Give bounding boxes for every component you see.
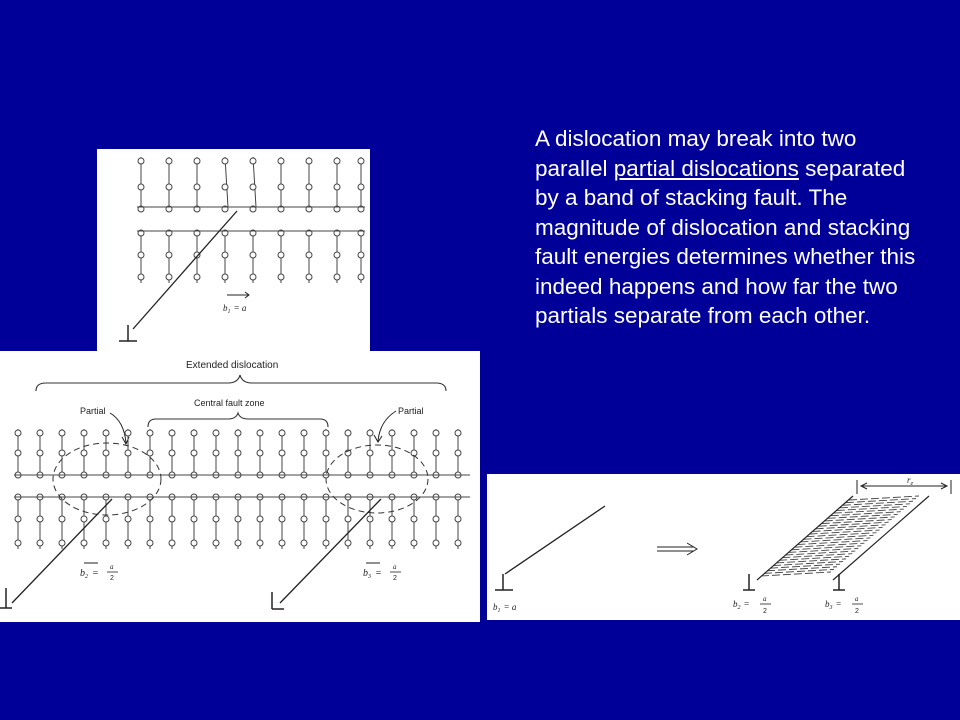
atom — [81, 540, 87, 546]
atom — [301, 540, 307, 546]
atom — [279, 450, 285, 456]
central-fault-zone-label: Central fault zone — [194, 398, 265, 408]
atom — [411, 430, 417, 436]
atom — [138, 274, 144, 280]
atom — [169, 450, 175, 456]
atom — [59, 430, 65, 436]
partial-line-right — [280, 499, 381, 603]
atom — [257, 450, 263, 456]
atom — [235, 540, 241, 546]
atom — [278, 158, 284, 164]
atom — [389, 430, 395, 436]
atom — [358, 252, 364, 258]
atom — [433, 540, 439, 546]
perfect-dislocation-line — [505, 506, 605, 574]
atom — [191, 450, 197, 456]
atom — [169, 430, 175, 436]
atom — [191, 430, 197, 436]
atom — [147, 540, 153, 546]
atom — [306, 252, 312, 258]
atom — [37, 450, 43, 456]
atom — [279, 430, 285, 436]
atom — [138, 158, 144, 164]
b3-numerator: a — [393, 563, 397, 571]
atom — [15, 450, 21, 456]
atom — [334, 252, 340, 258]
atom — [345, 516, 351, 522]
slide-text — [535, 124, 935, 331]
extended-dislocation-title: Extended dislocation — [186, 360, 279, 371]
atom — [15, 516, 21, 522]
atom — [235, 516, 241, 522]
b2-numerator: a — [110, 563, 114, 571]
b3-denominator: 2 — [855, 608, 859, 615]
partial-label-left: Partial — [80, 406, 106, 416]
atom — [59, 540, 65, 546]
atom — [433, 430, 439, 436]
b2-denominator: 2 — [763, 608, 767, 615]
atom — [279, 516, 285, 522]
b3-numerator: a — [855, 595, 859, 603]
atom — [323, 516, 329, 522]
atom — [37, 540, 43, 546]
atom — [250, 252, 256, 258]
atom — [37, 430, 43, 436]
partial-dislocations-term: partial dislocations — [613, 155, 799, 181]
atom — [323, 430, 329, 436]
partial-pointer-left — [110, 413, 126, 443]
atom — [138, 184, 144, 190]
b1-label: $b_1 = a$ — [493, 602, 517, 614]
atom — [81, 430, 87, 436]
atom — [306, 274, 312, 280]
partial-line-b2 — [757, 496, 853, 580]
atom — [389, 540, 395, 546]
atom — [125, 430, 131, 436]
atom — [301, 450, 307, 456]
atom — [334, 184, 340, 190]
atom — [59, 516, 65, 522]
atom — [278, 252, 284, 258]
atom — [81, 516, 87, 522]
atom — [103, 450, 109, 456]
dissociation-schematic-diagram — [487, 474, 960, 620]
extended-brace — [36, 375, 446, 391]
perfect-dislocation-diagram — [97, 149, 370, 355]
atom — [278, 184, 284, 190]
dissociation-arrow-icon — [657, 543, 697, 555]
atom — [345, 540, 351, 546]
atom — [138, 252, 144, 258]
partial-label-right: Partial — [398, 406, 424, 416]
atom — [367, 516, 373, 522]
edge-symbol — [0, 588, 284, 609]
atom — [194, 184, 200, 190]
atom — [81, 450, 87, 456]
atom — [15, 540, 21, 546]
atom — [147, 516, 153, 522]
atom — [166, 158, 172, 164]
atom — [433, 450, 439, 456]
atom — [306, 158, 312, 164]
lattice-column — [253, 157, 256, 207]
atom — [169, 516, 175, 522]
atom — [358, 274, 364, 280]
atom — [59, 450, 65, 456]
b2-numerator: a — [763, 595, 767, 603]
atom — [323, 540, 329, 546]
atom — [358, 184, 364, 190]
width-label: $r_e$ — [907, 475, 914, 487]
atom — [103, 430, 109, 436]
atom — [345, 430, 351, 436]
atom — [301, 516, 307, 522]
atom — [125, 516, 131, 522]
atom — [191, 516, 197, 522]
b2-label: $b_2$ = — [733, 599, 750, 611]
extended-dislocation-figure — [0, 351, 480, 622]
atom — [455, 516, 461, 522]
atom — [235, 450, 241, 456]
atom — [125, 540, 131, 546]
atom — [213, 540, 219, 546]
atom — [250, 184, 256, 190]
atom — [166, 252, 172, 258]
partial-pointer-right — [378, 411, 396, 441]
partial-line-b3 — [833, 496, 929, 580]
dissociation-schematic-figure — [487, 474, 960, 620]
atom — [411, 516, 417, 522]
atom — [194, 274, 200, 280]
width-dimension — [857, 480, 951, 494]
atom — [250, 274, 256, 280]
atom — [37, 516, 43, 522]
atom — [367, 540, 373, 546]
b3-denominator: 2 — [393, 575, 397, 582]
atom — [222, 184, 228, 190]
atom — [235, 430, 241, 436]
atom — [147, 450, 153, 456]
atom — [358, 158, 364, 164]
atom — [15, 430, 21, 436]
edge-symbol — [743, 574, 845, 590]
atom — [278, 274, 284, 280]
text-part-1: A dislocation may break into two parallel — [535, 126, 857, 181]
lattice-column — [225, 157, 228, 207]
atom — [389, 516, 395, 522]
atom — [213, 430, 219, 436]
atom — [306, 184, 312, 190]
edge-symbol — [495, 574, 513, 590]
atom — [169, 540, 175, 546]
atom — [213, 516, 219, 522]
perfect-lattice — [137, 157, 365, 283]
atom — [125, 450, 131, 456]
atom — [455, 430, 461, 436]
atom — [166, 274, 172, 280]
atom — [334, 274, 340, 280]
atom — [279, 540, 285, 546]
atom — [103, 540, 109, 546]
atom — [222, 274, 228, 280]
atom — [301, 430, 307, 436]
text-part-2: separated by a band of stacking fault. The magnitude of dislocation and stacking fault energies determines whether this indeed happens and how far the two partials separate from each other. — [535, 155, 916, 328]
atom — [194, 158, 200, 164]
atom — [213, 450, 219, 456]
atom — [257, 540, 263, 546]
perfect-dislocation-figure — [97, 149, 370, 355]
extended-lattice — [14, 429, 470, 549]
b2-label: $b_2$ = — [80, 568, 99, 580]
atom — [103, 516, 109, 522]
dislocation-line — [133, 211, 237, 329]
atom — [367, 450, 373, 456]
burgers-label: $b_1 = a$ — [223, 303, 247, 315]
atom — [389, 450, 395, 456]
atom — [323, 450, 329, 456]
atom — [147, 430, 153, 436]
atom — [191, 540, 197, 546]
b2-denominator: 2 — [110, 575, 114, 582]
atom — [222, 252, 228, 258]
atom — [455, 540, 461, 546]
central-brace — [148, 413, 328, 427]
atom — [334, 158, 340, 164]
b3-label: $b_3$ = — [363, 568, 382, 580]
atom — [257, 516, 263, 522]
atom — [433, 516, 439, 522]
atom — [411, 540, 417, 546]
extended-dislocation-diagram — [0, 351, 480, 622]
atom — [257, 430, 263, 436]
atom — [222, 158, 228, 164]
atom — [455, 450, 461, 456]
atom — [166, 184, 172, 190]
atom — [250, 158, 256, 164]
atom — [367, 430, 373, 436]
b3-label: $b_3$ = — [825, 599, 842, 611]
